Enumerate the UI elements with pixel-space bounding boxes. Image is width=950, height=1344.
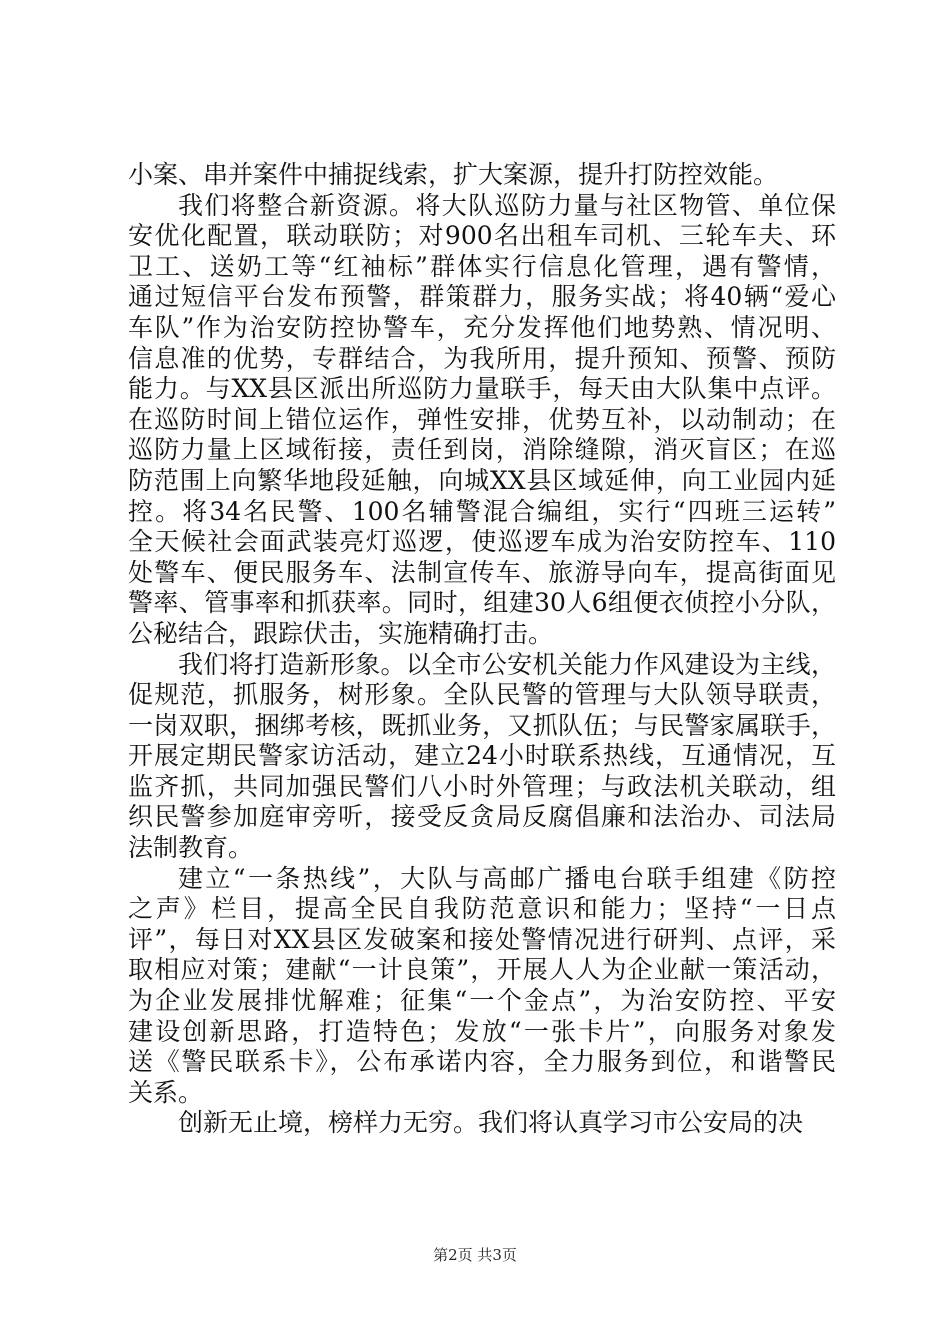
text-line: 取相应对策；建献“一计良策”，开展人人为企业献一策活动， bbox=[128, 955, 836, 985]
text-line: 之声》栏目，提高全民自我防范意识和能力；坚持“一日点 bbox=[128, 894, 836, 924]
text-line: 车队”作为治安防控协警车，充分发挥他们地势熟、情况明、 bbox=[128, 312, 836, 342]
text-line: 巡防力量上区域衔接，责任到岗，消除缝隙，消灭盲区；在巡 bbox=[128, 435, 836, 465]
paragraph-first-line: 我们将打造新形象。以全市公安机关能力作风建设为主线， bbox=[178, 649, 836, 679]
paragraph-first-line: 建立“一条热线”，大队与高邮广播电台联手组建《防控 bbox=[178, 863, 836, 893]
paragraph-first-line: 我们将整合新资源。将大队巡防力量与社区物管、单位保 bbox=[178, 190, 836, 220]
text-line: 送《警民联系卡》，公布承诺内容，全力服务到位，和谐警民 bbox=[128, 1047, 836, 1077]
text-line: 控。将34名民警、100名辅警混合编组，实行“四班三运转” bbox=[128, 496, 836, 526]
text-line: 建设创新思路，打造特色；发放“一张卡片”，向服务对象发 bbox=[128, 1016, 836, 1046]
page-footer bbox=[0, 1245, 950, 1265]
text-line: 信息准的优势，专群结合，为我所用，提升预知、预警、预防 bbox=[128, 343, 836, 373]
text-line: 公秘结合，跟踪伏击，实施精确打击。 bbox=[128, 618, 554, 648]
text-line: 处警车、便民服务车、法制宣传车、旅游导向车，提高街面见 bbox=[128, 557, 836, 587]
text-line: 小案、串并案件中捕捉线索，扩大案源，提升打防控效能。 bbox=[128, 160, 779, 189]
paragraph-first-line: 创新无止境，榜样力无穷。我们将认真学习市公安局的决 bbox=[178, 1108, 804, 1138]
text-line: 法制教育。 bbox=[128, 833, 254, 863]
text-line: 全天候社会面武装亮灯巡逻，使巡逻车成为治安防控车、110 bbox=[128, 527, 836, 557]
text-line: 促规范，抓服务，树形象。全队民警的管理与大队领导联责， bbox=[128, 680, 836, 710]
page-number: 第2页 共3页 bbox=[433, 1246, 517, 1264]
document-body bbox=[128, 160, 836, 1139]
text-line: 安优化配置，联动联防；对900名出租车司机、三轮车夫、环 bbox=[128, 221, 836, 251]
text-line: 警率、管事率和抓获率。同时，组建30人6组便衣侦控小分队， bbox=[128, 588, 836, 618]
text-line: 能力。与XX县区派出所巡防力量联手，每天由大队集中点评。 bbox=[128, 374, 836, 404]
text-line: 防范围上向繁华地段延触，向城XX县区域延伸，向工业园内延 bbox=[128, 465, 836, 495]
text-line: 关系。 bbox=[128, 1077, 204, 1107]
text-line: 为企业发展排忧解难；征集“一个金点”，为治安防控、平安 bbox=[128, 986, 836, 1016]
text-line: 开展定期民警家访活动，建立24小时联系热线，互通情况，互 bbox=[128, 741, 836, 771]
text-line: 在巡防时间上错位运作，弹性安排，优势互补，以动制动；在 bbox=[128, 404, 836, 434]
text-line: 织民警参加庭审旁听，接受反贪局反腐倡廉和法治办、司法局 bbox=[128, 802, 836, 832]
text-line: 一岗双职，捆绑考核，既抓业务，又抓队伍；与民警家属联手， bbox=[128, 710, 836, 740]
text-line: 评”，每日对XX县区发破案和接处警情况进行研判、点评，采 bbox=[128, 924, 836, 954]
text-line: 卫工、送奶工等“红袖标”群体实行信息化管理，遇有警情， bbox=[128, 251, 836, 281]
text-line: 监齐抓，共同加强民警们八小时外管理；与政法机关联动，组 bbox=[128, 771, 836, 801]
text-line: 通过短信平台发布预警，群策群力，服务实战；将40辆“爱心 bbox=[128, 282, 836, 312]
